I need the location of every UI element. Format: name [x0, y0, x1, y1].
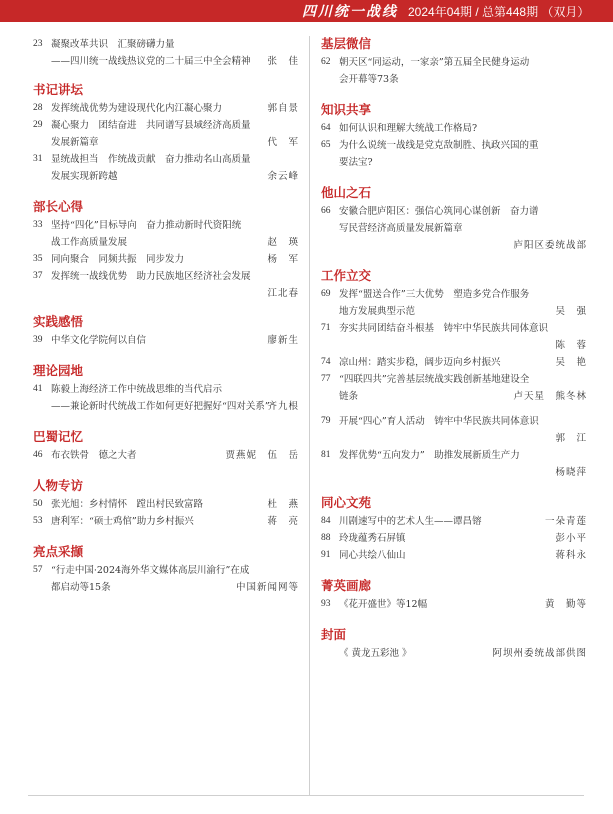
page-number: 66: [321, 206, 331, 216]
section-title: 封面: [321, 627, 347, 642]
entry-title-line: “四联四共”完善基层统战实践创新基地建设全: [339, 374, 530, 385]
entry-title-line: “行走中国·2024海外华文媒体高层川渝行”在成: [51, 565, 250, 576]
entry-title: [51, 268, 299, 285]
entry-title: [339, 120, 587, 137]
toc-section: [321, 102, 587, 171]
entry-title-line: 发挥优势“五向发力” 助推发展新质生产力: [339, 450, 520, 461]
entry-title-line: 川剧速写中的艺术人生——谭昌镕: [339, 516, 482, 527]
toc-entry: [321, 547, 587, 564]
page-number: 23: [33, 39, 43, 49]
page-number: 29: [33, 120, 43, 130]
section-title: 基层微信: [321, 36, 372, 51]
section-title: 他山之石: [321, 185, 372, 200]
toc-section: [33, 36, 299, 70]
section-title: 实践感悟: [33, 314, 84, 329]
toc-entry: [33, 562, 299, 596]
section-title: 书记讲坛: [33, 82, 84, 97]
section-title: 巴蜀记忆: [33, 429, 84, 444]
entry-title: [339, 203, 587, 237]
entry-title-line: 发挥统战优势为建设现代化内江凝心聚力: [51, 103, 223, 114]
author: 蒋科永: [555, 550, 587, 561]
author: 郭 江: [555, 433, 587, 444]
entry-title-line: 陈毅上海经济工作中统战思维的当代启示: [51, 384, 223, 395]
toc-section: [321, 627, 587, 662]
toc-entry: [321, 596, 587, 613]
author: 一朵青莲: [544, 516, 587, 527]
toc-entry: [321, 530, 587, 547]
right-column: [321, 36, 587, 662]
page-number: 64: [321, 123, 331, 133]
entry-title-line: 同心共绘八仙山: [339, 550, 406, 561]
entry-title-line: 发挥“盟送合作”三大优势 塑造多党合作服务: [339, 289, 530, 300]
toc-entry: [33, 381, 299, 415]
section-title: 亮点采撷: [33, 544, 84, 559]
section-title: 菁英画廊: [321, 578, 372, 593]
toc-entry: [321, 354, 587, 371]
toc-entry: [321, 54, 587, 88]
page-number: 91: [321, 550, 331, 560]
toc-entry: [321, 371, 587, 405]
magazine-logo: 四川统一战线: [302, 4, 398, 20]
toc-entry: [33, 251, 299, 268]
entry-title-line: 地方发展典型示范: [339, 306, 416, 317]
toc-entry: [33, 496, 299, 513]
section-title: 知识共享: [321, 102, 372, 117]
page-number: 41: [33, 384, 43, 394]
entry-title-line: 《花开盛世》等12幅: [339, 599, 428, 610]
entry-title-line: 安徽合肥庐阳区：强信心筑同心谋创新 奋力谱: [339, 206, 539, 217]
toc-section: [33, 429, 299, 464]
toc-section: [321, 36, 587, 88]
section-title: 同心文苑: [321, 495, 372, 510]
page-number: 31: [33, 154, 43, 164]
entry-title: [339, 137, 587, 171]
toc-entry: [321, 513, 587, 530]
author: 余云峰: [267, 171, 299, 182]
toc-entry: [33, 117, 299, 151]
toc-entry: [321, 413, 587, 447]
toc-entry: [33, 217, 299, 251]
page-number: 39: [33, 335, 43, 345]
toc-section: [33, 544, 299, 596]
bottom-rule: [28, 795, 584, 796]
entry-title: [339, 447, 587, 464]
header-bar: [0, 0, 613, 22]
author: 江北春: [267, 288, 299, 299]
toc-section: [33, 199, 299, 302]
section-title: 部长心得: [33, 199, 84, 214]
toc-entry: [321, 320, 587, 354]
page-number: 46: [33, 450, 43, 460]
author: 彭小平: [555, 533, 587, 544]
entry-title-line: 如何认识和理解大统战工作格局?: [339, 123, 478, 134]
page-number: 50: [33, 499, 43, 509]
entry-title-line: 为什么说统一战线是党克敌制胜、执政兴国的重: [339, 140, 539, 151]
author: 吴 艳: [555, 357, 587, 368]
toc-section: [321, 268, 587, 481]
page-number: 37: [33, 271, 43, 281]
author: 陈 蓉: [555, 340, 587, 351]
page-number: 53: [33, 516, 43, 526]
toc-entry: [321, 120, 587, 137]
toc-entry: [321, 645, 587, 662]
entry-title-line: 写民营经济高质量发展新篇章: [339, 223, 463, 234]
page-number: 35: [33, 254, 43, 264]
page-number: 93: [321, 599, 331, 609]
entry-title-line: 朝天区“同运动，一家亲”第五届全民健身运动: [339, 57, 530, 68]
page-number: 65: [321, 140, 331, 150]
page-number: 57: [33, 565, 43, 575]
page-number: 62: [321, 57, 331, 67]
entry-title: [51, 381, 299, 398]
entry-title-line: 凝聚改革共识 汇聚磅礴力量: [51, 39, 175, 50]
entry-title-line: 玲珑蕴秀石屏镇: [339, 533, 406, 544]
page-number: 71: [321, 323, 331, 333]
author: 中国新闻网等: [235, 582, 299, 593]
entry-title-line: 夯实共同团结奋斗根基 铸牢中华民族共同体意识: [339, 323, 549, 334]
section-title: 工作立交: [321, 268, 372, 283]
entry-title-line: 都启动等15条: [51, 582, 111, 593]
entry-title-line: 中华文化学院何以自信: [51, 335, 147, 346]
toc-entry: [33, 100, 299, 117]
entry-title-line: 唐利军：“硕士鸡倌”助力乡村振兴: [51, 516, 194, 527]
toc-entry: [33, 513, 299, 530]
entry-subtitle: ——四川统一战线热议党的二十届三中全会精神: [51, 56, 251, 67]
author: 吴 强: [555, 306, 587, 317]
page-number: 33: [33, 220, 43, 230]
entry-title-line: 发挥统一战线优势 助力民族地区经济社会发展: [51, 271, 251, 282]
toc-section: [33, 314, 299, 349]
entry-title-line: 同向聚合 同频共振 同步发力: [51, 254, 185, 265]
author: 郭自景: [267, 103, 299, 114]
toc-entry: [33, 447, 299, 464]
author: 杨 军: [267, 254, 299, 265]
author: 赵 瑛: [267, 237, 299, 248]
entry-title: [339, 54, 587, 88]
toc-entry: [321, 203, 587, 254]
page-number: 79: [321, 416, 331, 426]
section-title: 理论园地: [33, 363, 84, 378]
page-number: 74: [321, 357, 331, 367]
entry-subtitle: ——兼论新时代统战工作如何更好把握好“四对关系”: [51, 401, 270, 412]
author: 贾燕妮 伍 岳: [225, 450, 299, 461]
author: 张 佳: [267, 56, 299, 67]
author: 代 军: [267, 137, 299, 148]
toc-entry: [33, 36, 299, 70]
entry-title: [339, 320, 587, 337]
entry-title: [51, 36, 299, 53]
toc-section: [321, 185, 587, 254]
author: 廖新生: [267, 335, 299, 346]
toc-section: [33, 82, 299, 185]
page-number: 84: [321, 516, 331, 526]
author: 卢天星 熊冬林: [513, 391, 587, 402]
toc-entry: [321, 447, 587, 481]
toc-entry: [321, 286, 587, 320]
author: 杨晓萍: [555, 467, 587, 478]
page-number: 69: [321, 289, 331, 299]
entry-title-line: 张光旭：乡村情怀 蹚出村民致富路: [51, 499, 204, 510]
author: 杜 燕: [267, 499, 299, 510]
left-column: [33, 36, 299, 596]
toc-section: [33, 478, 299, 530]
entry-title: [339, 413, 587, 430]
toc-entry: [33, 151, 299, 185]
entry-title-line: 会开幕等73条: [339, 74, 399, 85]
author: 齐九根: [267, 401, 299, 412]
page-number: 81: [321, 450, 331, 460]
column-divider: [309, 36, 310, 796]
toc-section: [321, 495, 587, 564]
entry-title-line: 布衣铁骨 德之大者: [51, 450, 137, 461]
page-number: 77: [321, 374, 331, 384]
entry-title-line: 战工作高质量发展: [51, 237, 128, 248]
entry-title-line: 链条: [339, 391, 359, 402]
issue-info: 2024年04期 / 总第448期 （双月）: [408, 5, 590, 19]
toc-entry: [33, 332, 299, 349]
entry-title-line: 要法宝?: [339, 157, 373, 168]
page-number: 88: [321, 533, 331, 543]
page-number: 28: [33, 103, 43, 113]
toc-section: [321, 578, 587, 613]
toc-section: [33, 363, 299, 415]
entry-title-line: 《 黄龙五彩池 》: [339, 648, 412, 659]
entry-title-line: 凉山州：踏实步稳，阔步迈向乡村振兴: [339, 357, 501, 368]
toc-entry: [321, 137, 587, 171]
entry-title-line: 发展新篇章: [51, 137, 99, 148]
toc-entry: [33, 268, 299, 302]
entry-title-line: 发展实现新跨越: [51, 171, 118, 182]
author: 蒋 亮: [267, 516, 299, 527]
author: 阿坝州委统战部供图: [492, 648, 587, 659]
author: 黄 勤等: [544, 599, 587, 610]
entry-title-line: 凝心聚力 团结奋进 共同谱写县域经济高质量: [51, 120, 251, 131]
entry-title-line: 显统战担当 作统战贡献 奋力推动名山高质量: [51, 154, 251, 165]
author: 庐阳区委统战部: [513, 240, 587, 251]
entry-title-line: 开展“四心”育人活动 铸牢中华民族共同体意识: [339, 416, 539, 427]
entry-title-line: 坚持“四化”目标导向 奋力推动新时代资阳统: [51, 220, 242, 231]
section-title: 人物专访: [33, 478, 84, 493]
